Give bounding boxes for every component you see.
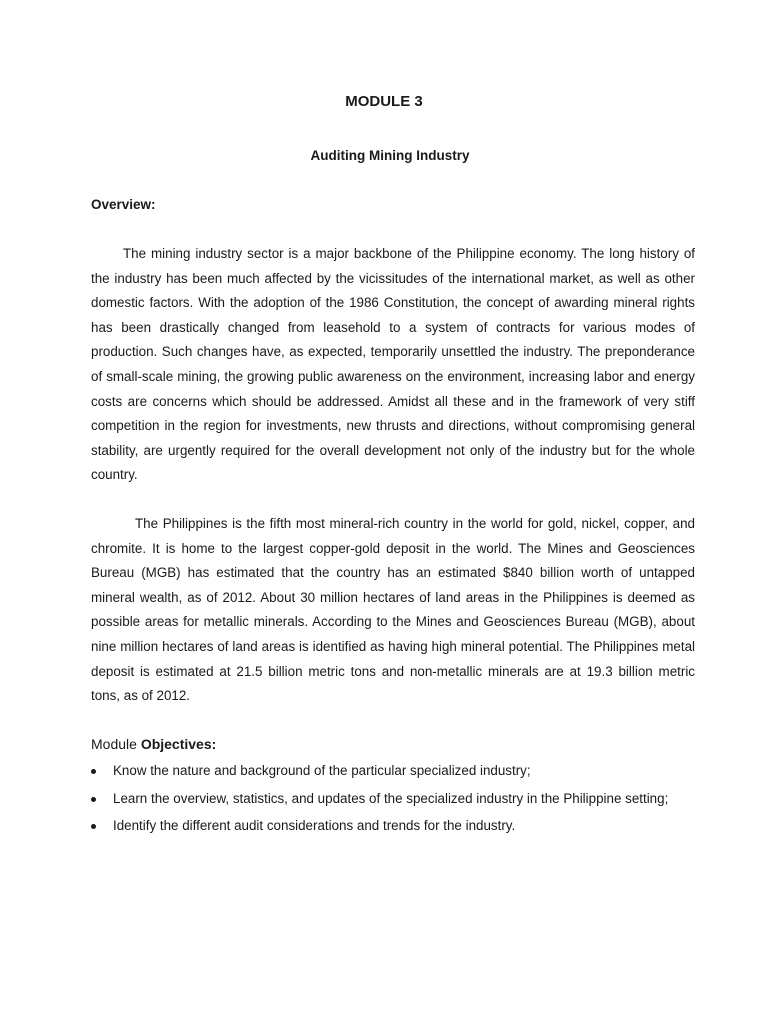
objectives-heading-prefix: Module <box>91 736 137 752</box>
overview-heading: Overview: <box>91 197 156 212</box>
philippines-paragraph <box>91 512 695 709</box>
list-item <box>91 788 711 816</box>
document-title: Auditing Mining Industry <box>310 148 470 163</box>
bullet-icon <box>91 769 96 774</box>
objective-text: Know the nature and background of the particular specialized industry; <box>113 763 531 778</box>
list-item <box>91 815 711 843</box>
objectives-heading-strong: Objectives: <box>140 736 217 752</box>
overview-paragraph <box>91 242 695 488</box>
bullet-icon <box>91 797 96 802</box>
objective-text: Identify the different audit considerations and trends for the industry. <box>113 818 516 833</box>
objectives-list <box>91 760 711 843</box>
objectives-heading <box>91 736 216 752</box>
module-title: MODULE 3 <box>345 93 423 110</box>
objective-text: Learn the overview, statistics, and updates of the specialized industry in the Philippine setting; <box>113 790 669 806</box>
bullet-icon <box>91 824 96 829</box>
philippines-paragraph-text: The Philippines is the fifth most mineral-rich country in the world for gold, nickel, copper, and chromite. It is home to the largest copper-gold deposit in the world. The Mines and Geosciences Bureau (MGB) has estimated that the country has an estimated $840 billion worth of untapped mineral wealth, as of 2012. About 30 million hectares of land areas in the Philippines is deemed as possible areas for metallic minerals. According to the Mines and Geosciences Bureau (MGB), about nine million hectares of land areas is identified as having high mineral potential. The Philippines metal deposit is estimated at 21.5 billion metric tons and non-metallic minerals are at 19.3 billion metric tons, as of 2012. <box>91 516 695 704</box>
overview-paragraph-text: The mining industry sector is a major backbone of the Philippine economy. The long history of the industry has been much affected by the vicissitudes of the international market, as well as other domestic factors. With the adoption of the 1986 Constitution, the concept of awarding mineral rights has been drastically changed from leasehold to a system of contracts for various modes of production. Such changes have, as expected, temporarily unsettled the industry. The preponderance of small-scale mining, the growing public awareness on the environment, increasing labor and energy costs are concerns which should be addressed. Amidst all these and in the framework of very stiff competition in the region for investments, new thrusts and directions, without compromising general stability, are urgently required for the overall development not only of the industry but for the whole country. <box>91 246 695 483</box>
list-item <box>91 760 711 788</box>
